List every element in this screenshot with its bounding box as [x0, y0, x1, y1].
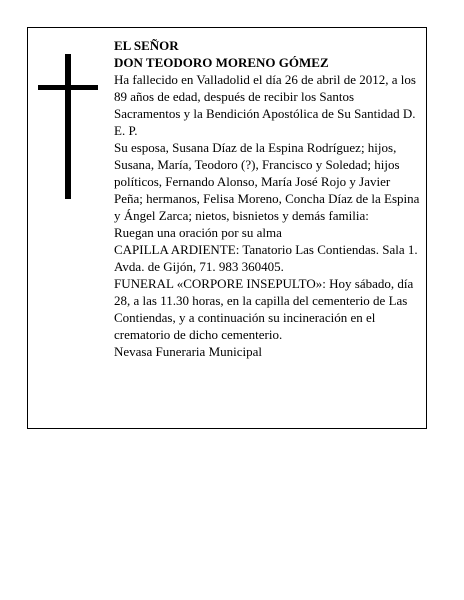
deceased-name: DON TEODORO MORENO GÓMEZ: [114, 55, 329, 70]
prayer-request: Ruegan una oración por su alma: [114, 225, 282, 240]
notice-text-block: [114, 37, 420, 360]
header-title: EL SEÑOR: [114, 38, 179, 53]
death-info: Ha fallecido en Valladolid el día 26 de abril de 2012, a los 89 años de edad, después de recibir los Santos Sacramentos y la Bendición Apostólica de Su Santidad D. E. P.: [114, 72, 416, 138]
family-list: Su esposa, Susana Díaz de la Espina Rodríguez; hijos, Susana, María, Teodoro (?), Francisco y Soledad; hijos políticos, Fernando Alonso, María José Rojo y Javier Peña; hermanos, Felisa Moreno, Concha Díaz de la Espina y Ángel Zarca; nietos, bisnietos y demás familia:: [114, 140, 420, 223]
cross-icon: [38, 54, 98, 199]
funeral-home: Nevasa Funeraria Municipal: [114, 344, 263, 359]
cross-horizontal-bar: [38, 85, 98, 90]
chapel-info: CAPILLA ARDIENTE: Tanatorio Las Contiendas. Sala 1. Avda. de Gijón, 71. 983 360405.: [114, 242, 418, 274]
funeral-info: FUNERAL «CORPORE INSEPULTO»: Hoy sábado, día 28, a las 11.30 horas, en la capilla del cementerio de Las Contiendas, y a continuación su incineración en el crematorio de dicho cementerio.: [114, 276, 414, 342]
cross-vertical-bar: [65, 54, 71, 199]
